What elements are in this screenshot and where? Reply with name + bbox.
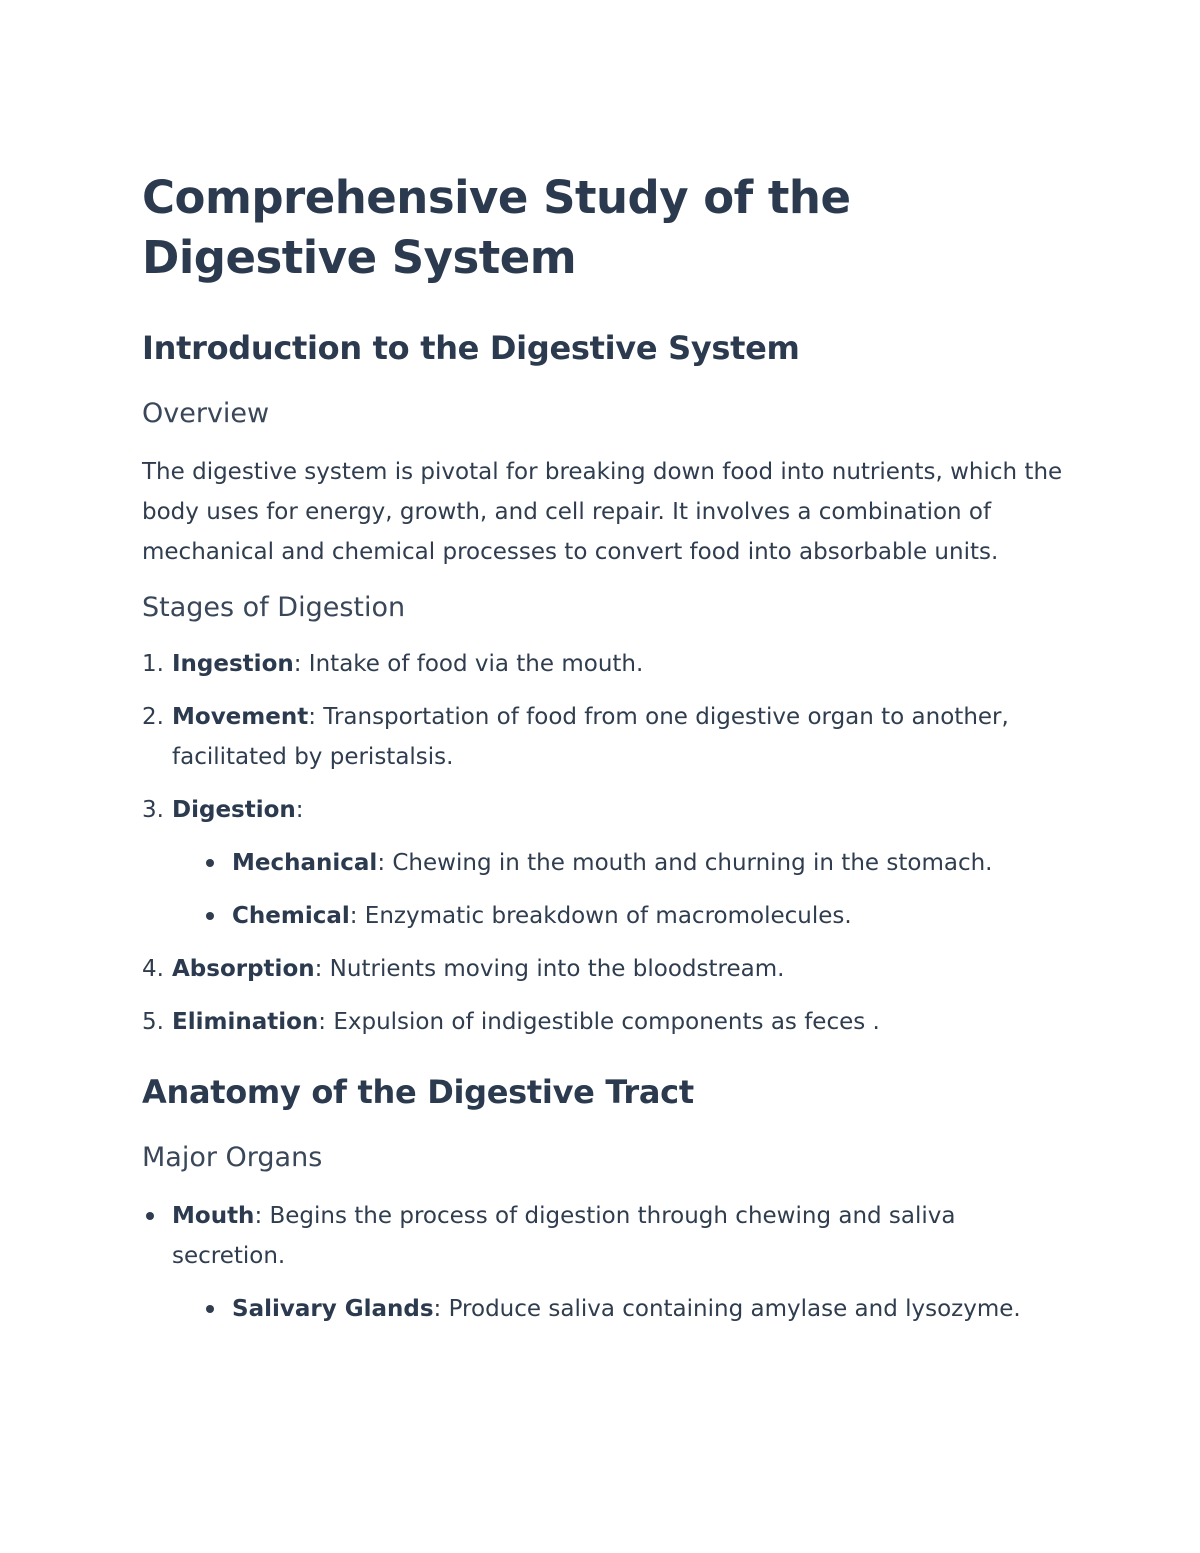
term-salivary-glands: Salivary Glands — [232, 1296, 434, 1322]
list-item-digestion — [142, 790, 1072, 936]
list-item-elimination — [142, 1002, 1072, 1042]
bullet-icon — [206, 1305, 214, 1313]
term-digestion: Digestion — [172, 797, 296, 823]
digestion-sub-list — [202, 843, 1072, 936]
desc-salivary-glands: : Produce saliva containing amylase and lysozyme. — [433, 1296, 1021, 1322]
subheading-stages: Stages of Digestion — [142, 592, 406, 623]
section-heading-introduction: Introduction to the Digestive System — [142, 329, 800, 367]
term-movement: Movement — [172, 704, 309, 730]
desc-movement: : Transportation of food from one digestive organ to another, facilitated by peristalsis. — [172, 704, 1009, 770]
bullet-icon — [146, 1212, 154, 1220]
list-number: 1. — [142, 651, 164, 677]
desc-ingestion: : Intake of food via the mouth. — [293, 651, 644, 677]
list-number: 3. — [142, 797, 164, 823]
list-number: 2. — [142, 704, 164, 730]
term-mouth: Mouth — [172, 1203, 255, 1229]
term-absorption: Absorption — [172, 956, 315, 982]
term-mechanical: Mechanical — [232, 850, 378, 876]
list-number: 5. — [142, 1009, 164, 1035]
organs-list — [142, 1196, 1072, 1329]
document-title: Comprehensive Study of the Digestive System — [142, 171, 851, 284]
document-page — [142, 168, 1072, 1329]
list-item-mouth — [142, 1196, 1072, 1329]
bullet-icon — [206, 912, 214, 920]
bullet-icon — [206, 859, 214, 867]
list-item-mechanical — [202, 843, 1072, 883]
desc-digestion: : — [295, 797, 304, 823]
overview-paragraph: The digestive system is pivotal for breaking down food into nutrients, which the body uses for energy, growth, and cell repair. It involves a combination of mechanical and chemical processes to convert food into absorbable units. — [142, 459, 1063, 565]
desc-chemical: : Enzymatic breakdown of macromolecules. — [349, 903, 852, 929]
list-number: 4. — [142, 956, 164, 982]
stages-list — [142, 644, 1072, 1042]
list-item-absorption — [142, 949, 1072, 989]
desc-elimination: : Expulsion of indigestible components as feces . — [318, 1009, 880, 1035]
term-ingestion: Ingestion — [172, 651, 294, 677]
list-item-ingestion — [142, 644, 1072, 684]
desc-absorption: : Nutrients moving into the bloodstream. — [314, 956, 785, 982]
list-item-chemical — [202, 896, 1072, 936]
mouth-sub-list — [202, 1289, 1072, 1329]
list-item-salivary-glands — [202, 1289, 1072, 1329]
list-item-movement — [142, 697, 1072, 777]
subheading-major-organs: Major Organs — [142, 1142, 323, 1173]
term-chemical: Chemical — [232, 903, 350, 929]
desc-mouth: : Begins the process of digestion through chewing and saliva secretion. — [172, 1203, 956, 1269]
desc-mechanical: : Chewing in the mouth and churning in the stomach. — [377, 850, 993, 876]
section-heading-anatomy: Anatomy of the Digestive Tract — [142, 1073, 694, 1111]
term-elimination: Elimination — [172, 1009, 319, 1035]
subheading-overview: Overview — [142, 398, 270, 429]
